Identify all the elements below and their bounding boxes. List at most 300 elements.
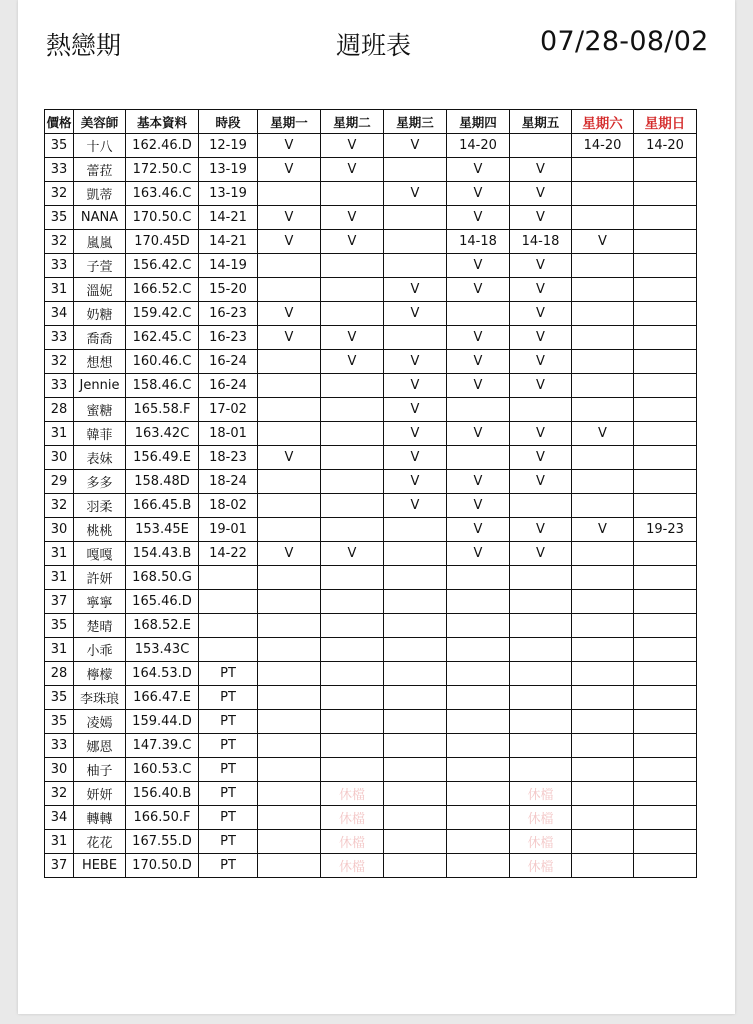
- cell-price: 35: [45, 686, 74, 710]
- cell-profile: 166.50.F: [126, 806, 199, 830]
- cell-wednesday: V: [384, 134, 447, 158]
- cell-price: 33: [45, 734, 74, 758]
- cell-time-slot: 15-20: [199, 278, 258, 302]
- table-row: [45, 590, 697, 614]
- cell-tuesday: [321, 758, 384, 782]
- cell-tuesday: [321, 254, 384, 278]
- cell-friday: [510, 398, 572, 422]
- cell-friday: V: [510, 350, 572, 374]
- cell-friday: [510, 638, 572, 662]
- cell-friday: V: [510, 422, 572, 446]
- cell-beautician: 溫妮: [74, 278, 126, 302]
- cell-sunday: [634, 782, 697, 806]
- cell-beautician: 桃桃: [74, 518, 126, 542]
- cell-thursday: [447, 758, 510, 782]
- cell-time-slot: 13-19: [199, 158, 258, 182]
- cell-beautician: 嵐嵐: [74, 230, 126, 254]
- cell-wednesday: [384, 806, 447, 830]
- cell-profile: 170.45D: [126, 230, 199, 254]
- cell-wednesday: [384, 566, 447, 590]
- cell-profile: 159.42.C: [126, 302, 199, 326]
- cell-price: 31: [45, 422, 74, 446]
- cell-sunday: 14-20: [634, 134, 697, 158]
- cell-profile: 162.46.D: [126, 134, 199, 158]
- cell-wednesday: [384, 662, 447, 686]
- cell-profile: 165.46.D: [126, 590, 199, 614]
- cell-tuesday: [321, 566, 384, 590]
- cell-tuesday: 休檔: [321, 782, 384, 806]
- cell-beautician: 嘎嘎: [74, 542, 126, 566]
- cell-beautician: 花花: [74, 830, 126, 854]
- cell-wednesday: [384, 686, 447, 710]
- cell-monday: V: [258, 158, 321, 182]
- cell-time-slot: 16-23: [199, 326, 258, 350]
- cell-thursday: [447, 446, 510, 470]
- cell-thursday: [447, 590, 510, 614]
- cell-price: 35: [45, 710, 74, 734]
- cell-saturday: V: [572, 230, 634, 254]
- cell-beautician: 許妍: [74, 566, 126, 590]
- cell-profile: 162.45.C: [126, 326, 199, 350]
- cell-price: 31: [45, 638, 74, 662]
- cell-thursday: V: [447, 206, 510, 230]
- cell-profile: 165.58.F: [126, 398, 199, 422]
- cell-friday: [510, 710, 572, 734]
- cell-price: 34: [45, 806, 74, 830]
- cell-price: 31: [45, 830, 74, 854]
- cell-friday: V: [510, 518, 572, 542]
- cell-friday: [510, 614, 572, 638]
- cell-tuesday: [321, 278, 384, 302]
- cell-profile: 147.39.C: [126, 734, 199, 758]
- table-row: [45, 830, 697, 854]
- cell-monday: [258, 566, 321, 590]
- cell-tuesday: V: [321, 326, 384, 350]
- shop-name: 熱戀期: [46, 31, 122, 60]
- cell-price: 32: [45, 494, 74, 518]
- cell-monday: [258, 254, 321, 278]
- cell-saturday: [572, 638, 634, 662]
- cell-time-slot: 18-24: [199, 470, 258, 494]
- cell-friday: 休檔: [510, 782, 572, 806]
- cell-saturday: V: [572, 518, 634, 542]
- cell-saturday: [572, 686, 634, 710]
- cell-profile: 164.53.D: [126, 662, 199, 686]
- cell-monday: V: [258, 326, 321, 350]
- cell-monday: [258, 734, 321, 758]
- cell-profile: 160.53.C: [126, 758, 199, 782]
- cell-price: 32: [45, 782, 74, 806]
- cell-time-slot: PT: [199, 782, 258, 806]
- cell-thursday: [447, 302, 510, 326]
- cell-wednesday: [384, 638, 447, 662]
- cell-thursday: [447, 830, 510, 854]
- table-row: [45, 494, 697, 518]
- table-row: [45, 614, 697, 638]
- column-header-friday: 星期五: [510, 110, 572, 134]
- cell-beautician: 檸檬: [74, 662, 126, 686]
- cell-sunday: [634, 302, 697, 326]
- column-header-monday: 星期一: [258, 110, 321, 134]
- cell-beautician: 凱蒂: [74, 182, 126, 206]
- cell-beautician: HEBE: [74, 854, 126, 878]
- cell-beautician: 韓菲: [74, 422, 126, 446]
- cell-monday: [258, 782, 321, 806]
- cell-sunday: [634, 806, 697, 830]
- cell-thursday: [447, 734, 510, 758]
- cell-wednesday: V: [384, 374, 447, 398]
- cell-tuesday: V: [321, 206, 384, 230]
- cell-thursday: 14-18: [447, 230, 510, 254]
- cell-thursday: [447, 638, 510, 662]
- cell-sunday: [634, 566, 697, 590]
- cell-tuesday: [321, 374, 384, 398]
- cell-sunday: [634, 662, 697, 686]
- cell-monday: [258, 806, 321, 830]
- cell-friday: [510, 590, 572, 614]
- cell-monday: [258, 398, 321, 422]
- cell-time-slot: 14-21: [199, 230, 258, 254]
- cell-monday: [258, 758, 321, 782]
- cell-profile: 166.45.B: [126, 494, 199, 518]
- cell-price: 31: [45, 278, 74, 302]
- cell-beautician: 表妹: [74, 446, 126, 470]
- cell-thursday: [447, 782, 510, 806]
- cell-tuesday: 休檔: [321, 830, 384, 854]
- cell-profile: 153.43C: [126, 638, 199, 662]
- cell-saturday: [572, 326, 634, 350]
- cell-monday: V: [258, 302, 321, 326]
- cell-thursday: [447, 662, 510, 686]
- cell-sunday: [634, 326, 697, 350]
- table-row: [45, 158, 697, 182]
- cell-profile: 167.55.D: [126, 830, 199, 854]
- cell-sunday: [634, 686, 697, 710]
- cell-monday: [258, 686, 321, 710]
- cell-thursday: V: [447, 470, 510, 494]
- cell-beautician: 娜恩: [74, 734, 126, 758]
- table-row: [45, 662, 697, 686]
- cell-time-slot: 18-02: [199, 494, 258, 518]
- cell-time-slot: 18-23: [199, 446, 258, 470]
- cell-sunday: [634, 830, 697, 854]
- cell-saturday: [572, 566, 634, 590]
- cell-wednesday: [384, 518, 447, 542]
- cell-tuesday: [321, 446, 384, 470]
- cell-monday: [258, 590, 321, 614]
- cell-monday: V: [258, 446, 321, 470]
- cell-sunday: [634, 494, 697, 518]
- cell-thursday: [447, 398, 510, 422]
- cell-sunday: [634, 422, 697, 446]
- cell-profile: 156.40.B: [126, 782, 199, 806]
- table-row: [45, 782, 697, 806]
- column-header-saturday: 星期六: [572, 110, 634, 134]
- cell-thursday: V: [447, 518, 510, 542]
- cell-sunday: [634, 374, 697, 398]
- cell-beautician: 子萱: [74, 254, 126, 278]
- cell-wednesday: [384, 830, 447, 854]
- cell-beautician: 蕾菈: [74, 158, 126, 182]
- cell-price: 37: [45, 854, 74, 878]
- cell-monday: [258, 494, 321, 518]
- cell-profile: 158.46.C: [126, 374, 199, 398]
- cell-sunday: [634, 470, 697, 494]
- cell-wednesday: V: [384, 302, 447, 326]
- table-row: [45, 182, 697, 206]
- cell-price: 34: [45, 302, 74, 326]
- cell-price: 28: [45, 662, 74, 686]
- table-row: [45, 326, 697, 350]
- cell-monday: [258, 830, 321, 854]
- cell-sunday: [634, 398, 697, 422]
- weekly-schedule-table: [44, 109, 697, 878]
- cell-sunday: [634, 206, 697, 230]
- cell-time-slot: PT: [199, 686, 258, 710]
- cell-profile: 168.52.E: [126, 614, 199, 638]
- cell-monday: [258, 638, 321, 662]
- cell-wednesday: V: [384, 470, 447, 494]
- cell-beautician: 多多: [74, 470, 126, 494]
- cell-saturday: [572, 710, 634, 734]
- cell-saturday: [572, 254, 634, 278]
- cell-price: 32: [45, 350, 74, 374]
- cell-thursday: V: [447, 542, 510, 566]
- cell-time-slot: 14-19: [199, 254, 258, 278]
- cell-tuesday: [321, 590, 384, 614]
- table-row: [45, 854, 697, 878]
- cell-sunday: [634, 590, 697, 614]
- cell-price: 28: [45, 398, 74, 422]
- cell-beautician: 蜜糖: [74, 398, 126, 422]
- table-row: [45, 278, 697, 302]
- table-body: [45, 134, 697, 878]
- cell-thursday: [447, 614, 510, 638]
- cell-monday: V: [258, 206, 321, 230]
- table-row: [45, 710, 697, 734]
- cell-sunday: 19-23: [634, 518, 697, 542]
- cell-sunday: [634, 446, 697, 470]
- cell-monday: [258, 278, 321, 302]
- cell-friday: [510, 662, 572, 686]
- cell-price: 30: [45, 518, 74, 542]
- cell-beautician: 想想: [74, 350, 126, 374]
- cell-tuesday: V: [321, 134, 384, 158]
- cell-friday: V: [510, 374, 572, 398]
- cell-thursday: V: [447, 182, 510, 206]
- cell-thursday: V: [447, 374, 510, 398]
- cell-tuesday: [321, 398, 384, 422]
- cell-monday: [258, 374, 321, 398]
- cell-price: 33: [45, 254, 74, 278]
- cell-price: 30: [45, 446, 74, 470]
- cell-monday: V: [258, 134, 321, 158]
- cell-saturday: [572, 806, 634, 830]
- cell-tuesday: [321, 422, 384, 446]
- cell-saturday: [572, 662, 634, 686]
- cell-beautician: 轉轉: [74, 806, 126, 830]
- cell-beautician: NANA: [74, 206, 126, 230]
- table-row: [45, 422, 697, 446]
- schedule-page: [18, 0, 735, 1014]
- cell-time-slot: 17-02: [199, 398, 258, 422]
- cell-saturday: [572, 494, 634, 518]
- cell-time-slot: PT: [199, 662, 258, 686]
- cell-friday: [510, 494, 572, 518]
- cell-tuesday: [321, 638, 384, 662]
- cell-profile: 170.50.D: [126, 854, 199, 878]
- cell-sunday: [634, 278, 697, 302]
- cell-wednesday: [384, 230, 447, 254]
- table-row: [45, 398, 697, 422]
- cell-tuesday: [321, 734, 384, 758]
- cell-saturday: [572, 182, 634, 206]
- cell-friday: V: [510, 302, 572, 326]
- cell-monday: [258, 710, 321, 734]
- cell-thursday: V: [447, 494, 510, 518]
- cell-saturday: [572, 374, 634, 398]
- cell-wednesday: [384, 734, 447, 758]
- cell-beautician: 羽柔: [74, 494, 126, 518]
- cell-saturday: [572, 590, 634, 614]
- cell-time-slot: PT: [199, 806, 258, 830]
- column-header-time-slot: 時段: [199, 110, 258, 134]
- cell-friday: [510, 134, 572, 158]
- cell-wednesday: [384, 542, 447, 566]
- table-row: [45, 470, 697, 494]
- cell-saturday: [572, 278, 634, 302]
- cell-time-slot: [199, 638, 258, 662]
- cell-saturday: [572, 158, 634, 182]
- cell-time-slot: PT: [199, 734, 258, 758]
- cell-saturday: [572, 350, 634, 374]
- cell-time-slot: PT: [199, 758, 258, 782]
- cell-friday: V: [510, 446, 572, 470]
- cell-time-slot: 14-21: [199, 206, 258, 230]
- cell-sunday: [634, 758, 697, 782]
- table-row: [45, 542, 697, 566]
- table-row: [45, 734, 697, 758]
- cell-tuesday: [321, 470, 384, 494]
- table-row: [45, 446, 697, 470]
- cell-friday: V: [510, 158, 572, 182]
- cell-monday: V: [258, 542, 321, 566]
- cell-thursday: [447, 686, 510, 710]
- cell-wednesday: [384, 854, 447, 878]
- cell-beautician: 李珠琅: [74, 686, 126, 710]
- cell-price: 31: [45, 542, 74, 566]
- cell-monday: [258, 854, 321, 878]
- cell-friday: [510, 734, 572, 758]
- cell-sunday: [634, 350, 697, 374]
- cell-wednesday: [384, 782, 447, 806]
- cell-price: 31: [45, 566, 74, 590]
- cell-time-slot: [199, 566, 258, 590]
- cell-saturday: [572, 206, 634, 230]
- cell-wednesday: [384, 158, 447, 182]
- table-row: [45, 134, 697, 158]
- cell-saturday: [572, 758, 634, 782]
- column-header-sunday: 星期日: [634, 110, 697, 134]
- cell-sunday: [634, 254, 697, 278]
- cell-profile: 166.47.E: [126, 686, 199, 710]
- column-header-beautician: 美容師: [74, 110, 126, 134]
- cell-beautician: 寧寧: [74, 590, 126, 614]
- cell-time-slot: 14-22: [199, 542, 258, 566]
- cell-saturday: [572, 782, 634, 806]
- table-row: [45, 206, 697, 230]
- cell-wednesday: V: [384, 446, 447, 470]
- cell-profile: 156.42.C: [126, 254, 199, 278]
- cell-wednesday: [384, 326, 447, 350]
- table-row: [45, 566, 697, 590]
- cell-tuesday: V: [321, 350, 384, 374]
- cell-beautician: 十八: [74, 134, 126, 158]
- cell-thursday: V: [447, 422, 510, 446]
- cell-monday: [258, 422, 321, 446]
- cell-thursday: V: [447, 158, 510, 182]
- cell-friday: [510, 686, 572, 710]
- cell-friday: V: [510, 182, 572, 206]
- cell-profile: 170.50.C: [126, 206, 199, 230]
- cell-price: 35: [45, 134, 74, 158]
- cell-wednesday: V: [384, 494, 447, 518]
- cell-thursday: [447, 854, 510, 878]
- column-header-price: 價格: [45, 110, 74, 134]
- cell-beautician: 小乖: [74, 638, 126, 662]
- cell-sunday: [634, 542, 697, 566]
- cell-tuesday: [321, 710, 384, 734]
- table-row: [45, 230, 697, 254]
- cell-sunday: [634, 638, 697, 662]
- cell-wednesday: V: [384, 398, 447, 422]
- cell-saturday: [572, 854, 634, 878]
- column-header-wednesday: 星期三: [384, 110, 447, 134]
- cell-tuesday: [321, 686, 384, 710]
- cell-saturday: [572, 830, 634, 854]
- cell-beautician: Jennie: [74, 374, 126, 398]
- cell-friday: 14-18: [510, 230, 572, 254]
- cell-wednesday: [384, 590, 447, 614]
- cell-wednesday: [384, 758, 447, 782]
- cell-tuesday: [321, 182, 384, 206]
- cell-wednesday: V: [384, 350, 447, 374]
- cell-thursday: [447, 710, 510, 734]
- cell-saturday: V: [572, 422, 634, 446]
- cell-price: 33: [45, 326, 74, 350]
- cell-saturday: [572, 614, 634, 638]
- table-row: [45, 374, 697, 398]
- cell-thursday: [447, 566, 510, 590]
- cell-beautician: 喬喬: [74, 326, 126, 350]
- cell-time-slot: 19-01: [199, 518, 258, 542]
- cell-price: 35: [45, 614, 74, 638]
- page-title: 週班表: [336, 31, 412, 60]
- cell-beautician: 奶糖: [74, 302, 126, 326]
- cell-beautician: 妍妍: [74, 782, 126, 806]
- cell-tuesday: [321, 662, 384, 686]
- cell-friday: V: [510, 206, 572, 230]
- cell-time-slot: 16-24: [199, 350, 258, 374]
- cell-friday: V: [510, 326, 572, 350]
- cell-price: 37: [45, 590, 74, 614]
- cell-friday: [510, 566, 572, 590]
- cell-time-slot: [199, 614, 258, 638]
- cell-saturday: [572, 398, 634, 422]
- cell-tuesday: 休檔: [321, 854, 384, 878]
- cell-sunday: [634, 614, 697, 638]
- cell-wednesday: [384, 254, 447, 278]
